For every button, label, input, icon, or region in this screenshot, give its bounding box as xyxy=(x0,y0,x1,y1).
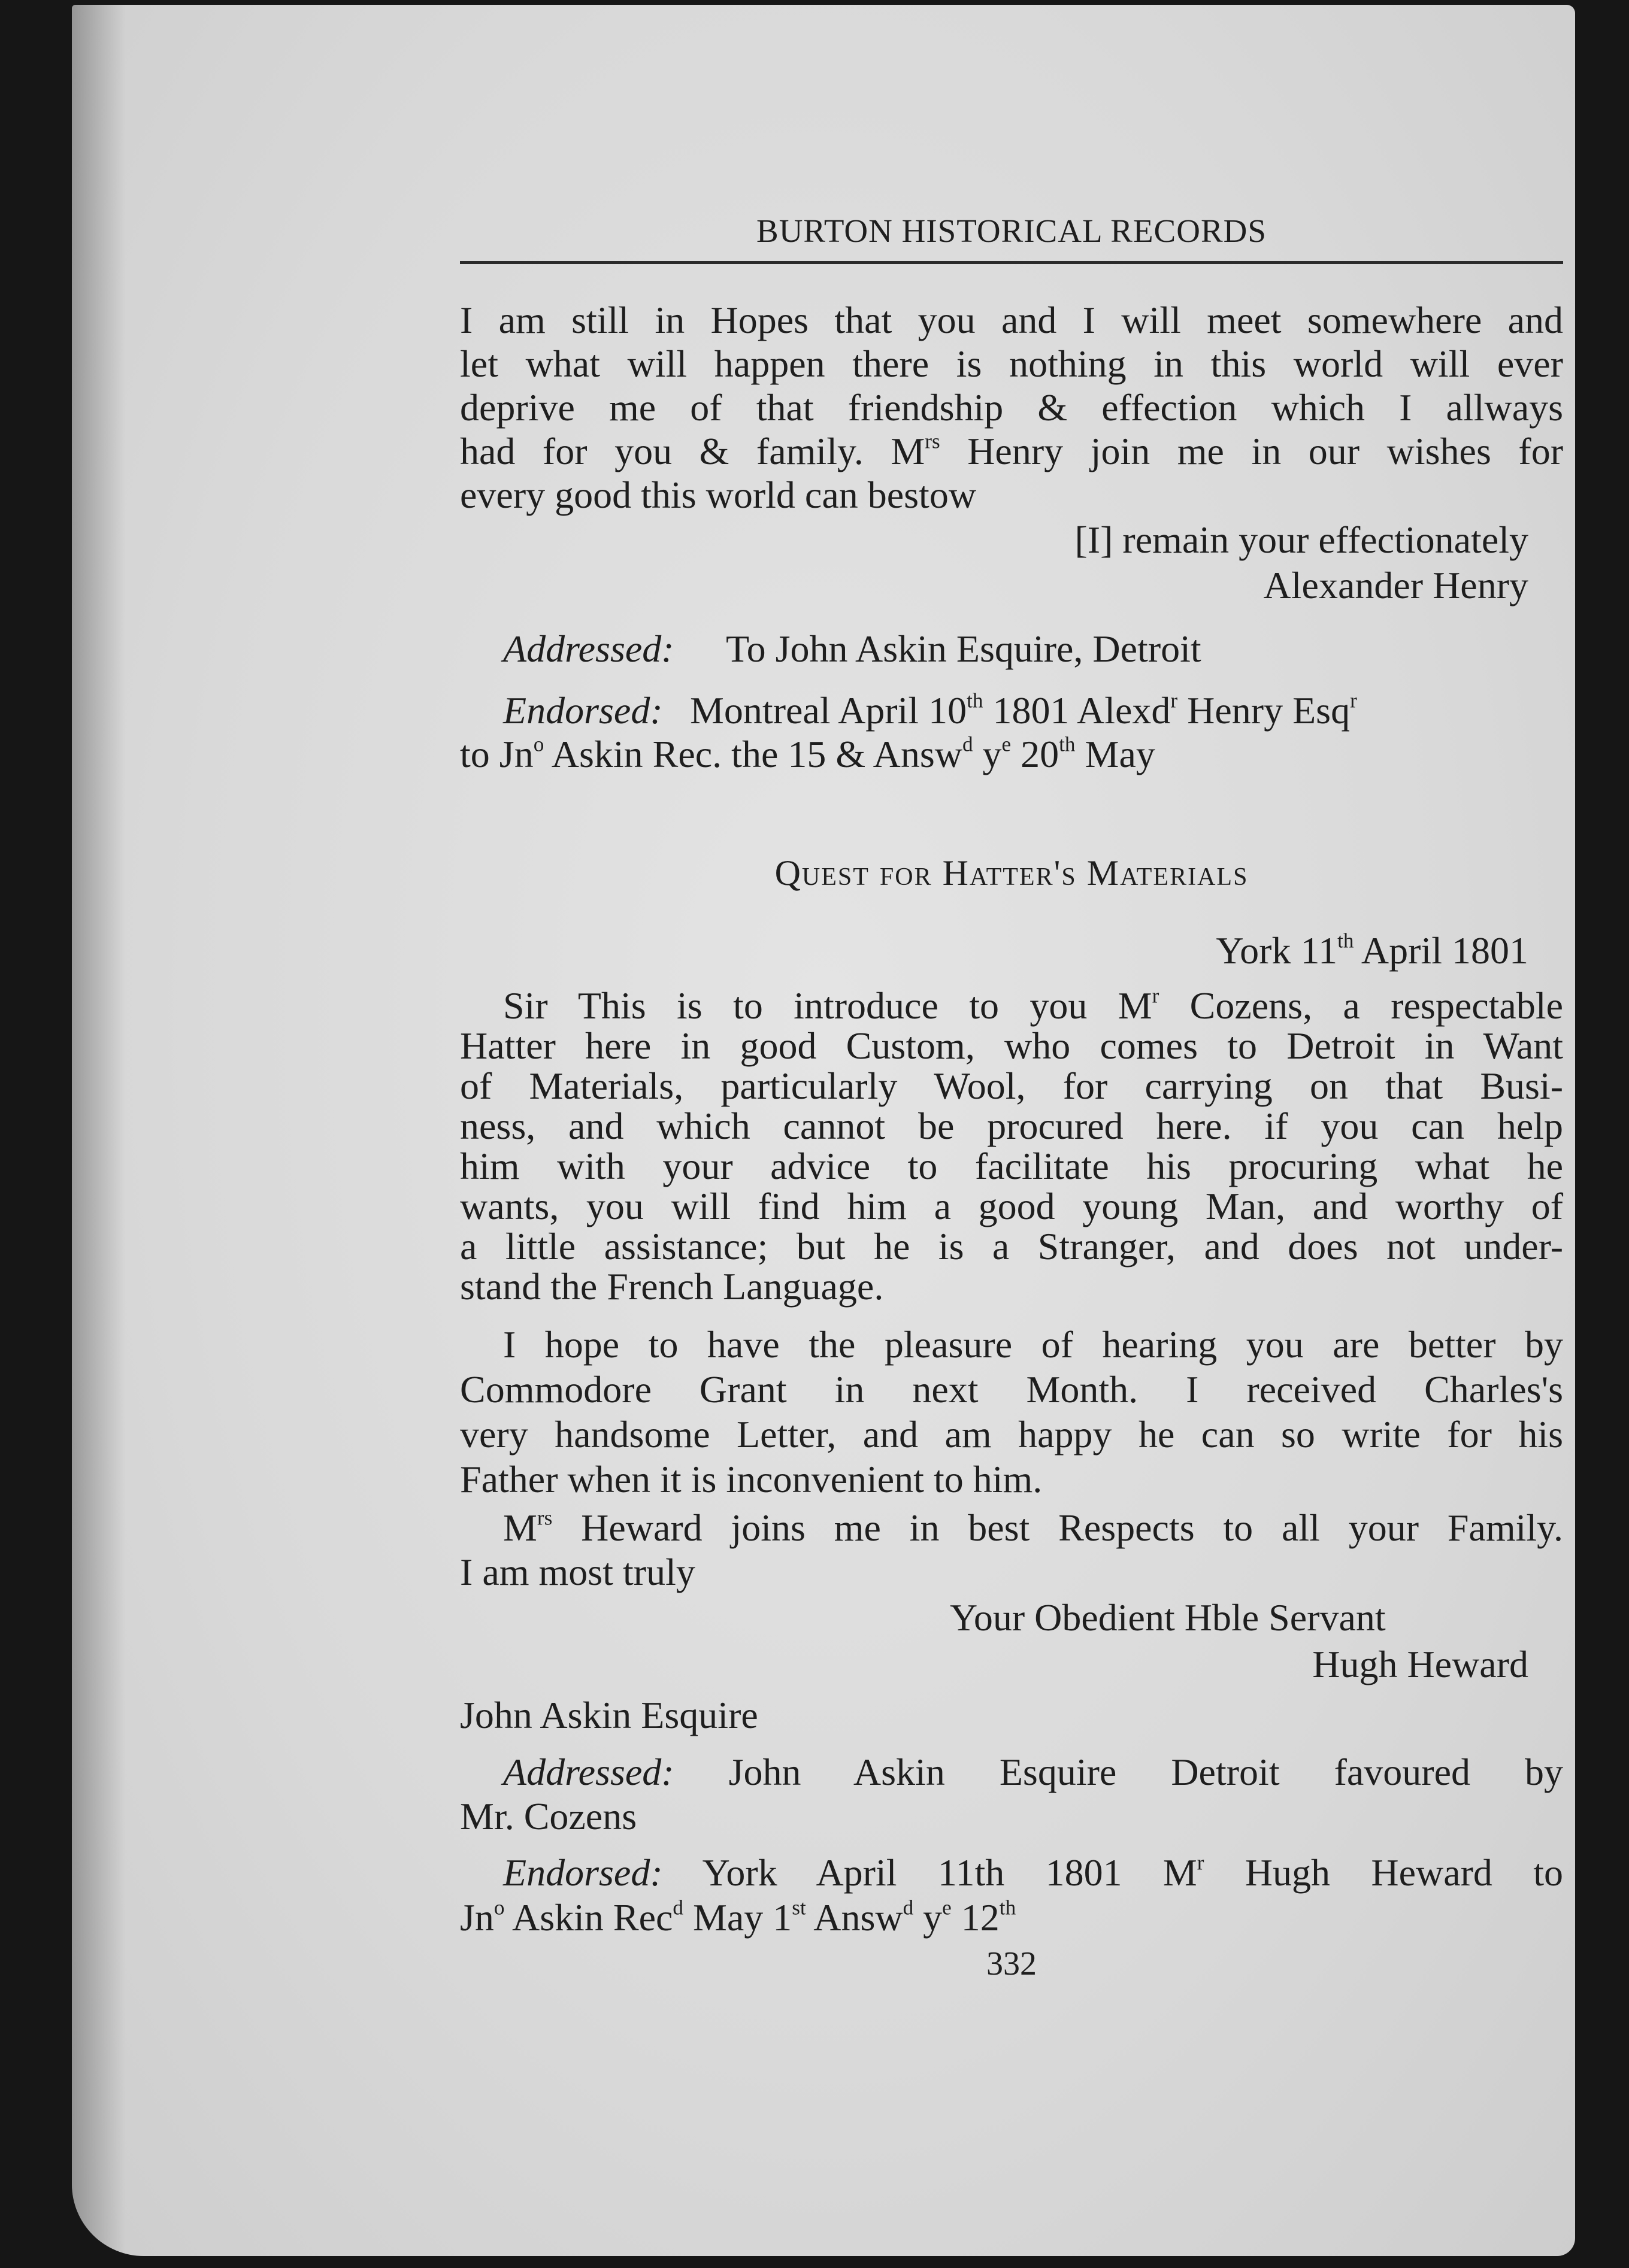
text-line: deprive me of that friendship & effection which I allways xyxy=(460,386,1563,429)
text-line: I hope to have the pleasure of hearing you are better by xyxy=(503,1323,1563,1366)
text-line: Commodore Grant in next Month. I received Charles's xyxy=(460,1368,1563,1411)
text-line: ness, and which cannot be procured here. if you can help xyxy=(460,1105,1563,1147)
text-line: I am most truly xyxy=(460,1551,695,1593)
running-head: BURTON HISTORICAL RECORDS xyxy=(756,213,1267,249)
letter-signature: Alexander Henry xyxy=(1263,564,1528,607)
endorsed-line: Endorsed: York April 11th 1801 $M^r$ Hugh Heward to xyxy=(503,1851,1564,1894)
text-line: of Materials, particularly Wool, for carrying on that Busi- xyxy=(460,1065,1563,1107)
text-line: him with your advice to facilitate his procuring what he xyxy=(460,1145,1563,1187)
section-title: Quest for Hatter's Materials xyxy=(774,853,1249,893)
addressed-line: Addressed: To John Askin Esquire, Detroit xyxy=(503,627,1201,670)
text-line: $M^{rs}$ Heward joins me in best Respects to all your Family. xyxy=(503,1506,1563,1549)
text-line: very handsome Letter, and am happy he can so write for his xyxy=(460,1413,1563,1456)
endorsed-line: Endorsed: Montreal April 10th 1801 Alexd$^r$ Henry Esq$^r$ xyxy=(503,689,1357,732)
text-line: I am still in Hopes that you and I will meet somewhere and xyxy=(460,299,1563,341)
book-page xyxy=(72,5,1575,2256)
letter-closing: Your Obedient Hble Servant xyxy=(950,1596,1386,1639)
text-line: had for you & family. $M^{rs}$ Henry join me in our wishes for xyxy=(460,429,1564,472)
recipient-line: John Askin Esquire xyxy=(460,1694,758,1736)
text-line: let what will happen there is nothing in this world will ever xyxy=(460,342,1563,385)
addressed-line-cont: Mr. Cozens xyxy=(460,1795,637,1838)
page-number: 332 xyxy=(986,1945,1037,1982)
letter-closing: [I] remain your effectionately xyxy=(1074,519,1528,561)
text-line: Sir This is to introduce to you $M^r$ Cozens, a respectable xyxy=(503,984,1564,1027)
text-line: Father when it is inconvenient to him. xyxy=(460,1458,1043,1500)
endorsed-line-cont: Jn$^o$ Askin Rec$^d$ May 1st Answ$^d$ $y^e$ 12th xyxy=(460,1896,1016,1939)
header-rule xyxy=(460,261,1563,264)
text-line: stand the French Language. xyxy=(460,1265,884,1308)
endorsed-line-cont: to Jn$^o$ Askin Rec. the 15 & Answ$^d$ $y^e$ 20th May xyxy=(460,732,1155,775)
letter-signature: Hugh Heward xyxy=(1312,1643,1528,1685)
text-line: wants, you will find him a good young Man, and worthy of xyxy=(460,1185,1563,1227)
text-line: a little assistance; but he is a Stranger, and does not under- xyxy=(460,1225,1563,1268)
text-line: Hatter here in good Custom, who comes to Detroit in Want xyxy=(460,1024,1563,1067)
letter-date: York 11th April 1801 xyxy=(1216,929,1528,972)
addressed-line: Addressed: John Askin Esquire Detroit favoured by xyxy=(503,1751,1564,1793)
text-line: every good this world can bestow xyxy=(460,474,977,516)
